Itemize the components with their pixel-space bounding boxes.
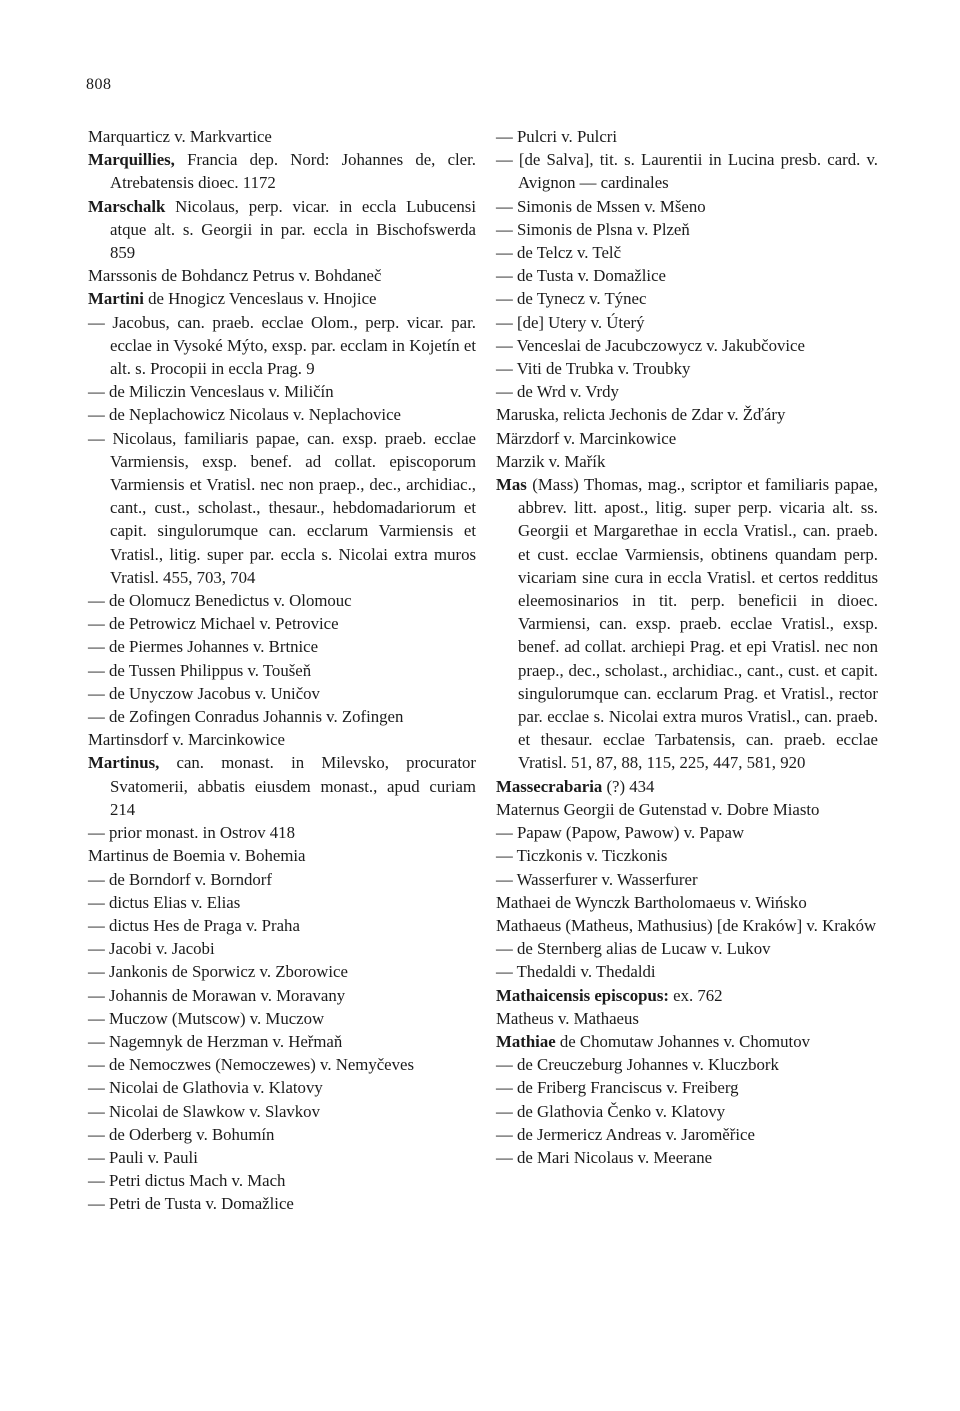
entry-headword: Mathaicensis episcopus: [496,985,669,1005]
entry-text: — de Friberg Franciscus v. Freiberg [496,1078,739,1098]
entry-headword: Marquillies, [88,150,175,170]
index-entry [88,868,476,891]
entry-text: — de Creuczeburg Johannes v. Kluczbork [496,1055,779,1075]
entry-text: — de Sternberg alias de Lucaw v. Lukov [496,939,771,959]
entry-headword: Mathiae [496,1031,556,1051]
index-entry [496,241,878,264]
index-column-right [496,125,878,1169]
entry-text: Maruska, relicta Jechonis de Zdar v. Žďáry [496,405,786,425]
index-entry [496,1007,878,1030]
entry-text: — de Tynecz v. Týnec [496,289,647,309]
entry-text: — de Zofingen Conradus Johannis v. Zofingen [88,707,404,727]
entry-text: — Nicolaus, familiaris papae, can. exsp. praeb. ecclae Varmiensis, exsp. benef. ad collat. episcoporum Varmiensis et Vratisl. nec non praep., dec., archidiac., cant., cust., scholast., thesaur., hebdomadariorum et capit. singulorumque can. ecclarum Varmiensis et Vratisl., litig. super par. eccla s. Nicolai extra muros Vratisl. 455, 703, 704 [88,428,476,587]
index-entry [496,937,878,960]
index-entry [88,821,476,844]
index-entry [88,148,476,194]
entry-text: (?) 434 [602,776,655,796]
entry-text: — Papaw (Papow, Pawow) v. Papaw [496,823,745,843]
index-entry [88,751,476,821]
index-entry [88,311,476,381]
entry-text: — prior monast. in Ostrov 418 [88,823,295,843]
index-entry [88,125,476,148]
entry-text: — Nicolai de Glathovia v. Klatovy [88,1078,323,1098]
entry-text: — Nicolai de Slawkow v. Slavkov [88,1101,320,1121]
index-entry [496,403,878,426]
page-number: 808 [86,76,112,93]
index-entry [496,891,878,914]
entry-text: — Jankonis de Sporwicz v. Zborowice [88,962,348,982]
index-entry [496,798,878,821]
index-entry [88,1146,476,1169]
entry-text: — de Borndorf v. Borndorf [88,869,272,889]
entry-text: — de Mari Nicolaus v. Meerane [496,1147,713,1167]
entry-text: — de Glathovia Čenko v. Klatovy [496,1101,726,1121]
index-entry [88,1169,476,1192]
entry-text: — Simonis de Mssen v. Mšeno [496,196,706,216]
entry-text: — de Tussen Philippus v. Toušeň [88,660,312,680]
index-entry [496,1030,878,1053]
entry-text: — de Telcz v. Telč [496,243,622,263]
entry-text: Maternus Georgii de Gutenstad v. Dobre Miasto [496,799,820,819]
entry-text: — Simonis de Plsna v. Plzeň [496,219,690,239]
entry-text: — dictus Hes de Praga v. Praha [88,915,300,935]
index-entry [88,960,476,983]
entry-text: — de Miliczin Venceslaus v. Miličín [88,382,334,402]
index-entry [496,1123,878,1146]
index-entry [496,844,878,867]
index-entry [88,1100,476,1123]
index-entry [88,195,476,265]
entry-text: — de Unyczow Jacobus v. Uničov [88,683,320,703]
index-entry [88,264,476,287]
index-entry [496,1100,878,1123]
index-entry [496,473,878,775]
entry-text: — de Piermes Johannes v. Brtnice [88,637,319,657]
entry-text: de Hnogicz Venceslaus v. Hnojice [143,289,377,309]
index-entry [88,914,476,937]
entry-headword: Martini [88,289,144,309]
index-column-left [88,125,476,1216]
entry-text: Francia dep. Nord: Johannes de, cler. Atrebatensis dioec. 1172 [110,150,476,193]
entry-text: — [de] Utery v. Úterý [496,312,645,332]
index-entry [88,705,476,728]
entry-text: — de Jermericz Andreas v. Jaroměřice [496,1124,755,1144]
index-entry [496,450,878,473]
index-entry [88,728,476,751]
entry-headword: Marschalk [88,196,166,216]
index-entry [496,984,878,1007]
index-entry [88,1030,476,1053]
entry-text: — Pulcri v. Pulcri [496,127,618,146]
entry-text: — Nagemnyk de Herzman v. Heřmaň [88,1031,343,1051]
entry-text: — Viti de Trubka v. Troubky [496,359,691,379]
index-entry [496,427,878,450]
index-entry [496,1053,878,1076]
entry-text: — Wasserfurer v. Wasserfurer [496,869,698,889]
entry-text: (Mass) Thomas, mag., scriptor et familiaris papae, abbrev. litt. apost., litig. super perp. vicaria alt. ss. Georgii et Margarethae in eccla Vratisl., can. praeb. et cust. ecclae Varmiensis, obtinens quandam perp. vicariam sine cura in eccla Vratisl. et certos redditus eleemosinarios in tit. perp. beneficii in dioec. Varmiensi, can. exsp. praeb. ecclae Vratisl., exsp. benef. ad collat. archiepi Prag. et epi Vratisl. nec non praep., dec., scholast., archidiac., cant., cust. et capit. singulorumque can. ecclarum Prag. et Vratisl., rector par. ecclae s. Nicolai extra muros Vratisl., can. praeb. et thesaur. ecclae Tarbatensis, can. praeb. ecclae Vratisl. 51, 87, 88, 115, 225, 447, 581, 920 [518,475,878,773]
entry-text: de Chomutaw Johannes v. Chomutov [555,1031,810,1051]
entry-text: — Pauli v. Pauli [88,1147,198,1167]
entry-text: — Johannis de Morawan v. Moravany [88,985,346,1005]
index-entry [88,1053,476,1076]
entry-headword: Massecrabaria [496,776,603,796]
entry-text: — [de Salva], tit. s. Laurentii in Lucina presb. card. v. Avignon — cardinales [496,150,878,193]
entry-text: ex. 762 [668,985,723,1005]
entry-text: — Ticzkonis v. Ticzkonis [496,846,668,866]
index-entry [88,589,476,612]
index-entry [88,612,476,635]
index-entry [88,403,476,426]
entry-text: Marssonis de Bohdancz Petrus v. Bohdaneč [88,266,382,286]
index-entry [88,1192,476,1215]
index-entry [88,635,476,658]
index-entry [88,937,476,960]
entry-text: Marzik v. Mařík [496,451,606,471]
index-entry [496,195,878,218]
entry-text: — Jacobus, can. praeb. ecclae Olom., perp. vicar. par. ecclae in Vysoké Mýto, exsp. par. ecclam in Kojetín et alt. s. Procopii in eccla Prag. 9 [88,312,476,379]
entry-text: — de Wrd v. Vrdy [496,382,619,402]
index-entry [496,1076,878,1099]
entry-text: — Petri dictus Mach v. Mach [88,1171,286,1191]
index-entry [496,960,878,983]
entry-text: — de Oderberg v. Bohumín [88,1124,275,1144]
index-entry [88,682,476,705]
index-entry [88,1007,476,1030]
index-entry [88,287,476,310]
index-entry [88,844,476,867]
entry-text: — Venceslai de Jacubczowycz v. Jakubčovice [496,335,805,355]
index-entry [496,218,878,241]
index-entry [496,148,878,194]
index-entry [88,1076,476,1099]
entry-text: Märzdorf v. Marcinkowice [496,428,677,448]
entry-text: Martinsdorf v. Marcinkowice [88,730,285,750]
entry-text: — de Petrowicz Michael v. Petrovice [88,614,339,634]
index-entry [496,868,878,891]
entry-headword: Martinus, [88,753,160,773]
index-entry [496,1146,878,1169]
index-entry [496,311,878,334]
index-entry [496,264,878,287]
entry-text: Nicolaus, perp. vicar. in eccla Lubucensi atque alt. s. Georgii in par. eccla in Bischofswerda 859 [110,196,476,263]
index-entry [88,984,476,1007]
entry-text: — Petri de Tusta v. Domažlice [88,1194,294,1214]
index-entry [496,914,878,937]
entry-text: — de Olomucz Benedictus v. Olomouc [88,591,352,611]
entry-text: Marquarticz v. Markvartice [88,127,272,146]
index-entry [88,891,476,914]
index-entry [496,357,878,380]
index-entry [88,380,476,403]
index-entry [496,125,878,148]
entry-text: — Jacobi v. Jacobi [88,939,215,959]
entry-text: — de Neplachowicz Nicolaus v. Neplachovice [88,405,401,425]
entry-headword: Mas [496,475,527,495]
entry-text: can. monast. in Milevsko, procurator Svatomerii, abbatis eiusdem monast., apud curiam 214 [110,753,476,819]
index-entry [496,775,878,798]
entry-text: Mathaeus (Matheus, Mathusius) [de Kraków] v. Kraków [496,915,877,935]
index-entry [496,821,878,844]
index-entry [88,659,476,682]
index-entry [88,427,476,589]
entry-text: — Thedaldi v. Thedaldi [496,962,656,982]
entry-text: Matheus v. Mathaeus [496,1008,639,1028]
entry-text: Mathaei de Wynczk Bartholomaeus v. Wińsko [496,892,807,912]
entry-text: — de Tusta v. Domažlice [496,266,666,286]
index-entry [496,287,878,310]
index-entry [496,380,878,403]
index-entry [88,1123,476,1146]
entry-text: — dictus Elias v. Elias [88,892,241,912]
entry-text: — Muczow (Mutscow) v. Muczow [88,1008,325,1028]
entry-text: Martinus de Boemia v. Bohemia [88,846,306,866]
entry-text: — de Nemoczwes (Nemoczewes) v. Nemyčeves [88,1055,415,1075]
index-entry [496,334,878,357]
